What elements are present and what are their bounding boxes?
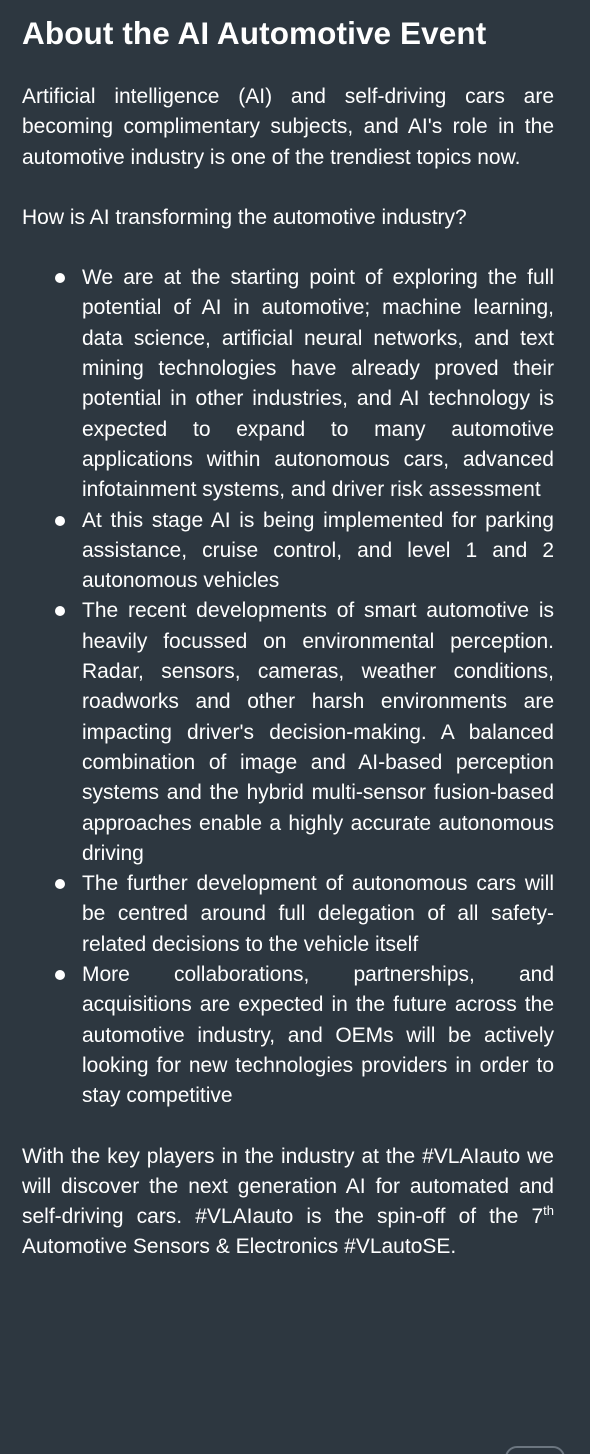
- bullet-dot-icon: [55, 970, 65, 980]
- list-item: [82, 596, 554, 869]
- question-paragraph: How is AI transforming the automotive industry?: [22, 205, 467, 229]
- closing-paragraph: [22, 1142, 554, 1263]
- bullet-dot-icon: [55, 606, 65, 616]
- bullet-dot-icon: [55, 879, 65, 889]
- bullet-dot-icon: [55, 273, 65, 283]
- bullet-list: [22, 263, 554, 1111]
- closing-ordinal-suffix: th: [543, 1203, 554, 1219]
- list-item-text: The recent developments of smart automotive is heavily focussed on environmental perception. Radar, sensors, cameras, weather conditions, roadworks and other harsh environments are impacting driver's decision-making. A balanced combination of image and AI-based perception systems and the hybrid multi-sensor fusion-based approaches enable a highly accurate autonomous driving: [82, 599, 554, 865]
- closing-text-start: With the key players in the industry at the #VLAIauto we will discover the next generation AI for automated and self-driving cars. #VLAIauto is the spin-off of the 7: [22, 1144, 554, 1229]
- closing-text-end: Automotive Sensors & Electronics #VLautoSE.: [22, 1235, 457, 1259]
- list-item: [82, 263, 554, 505]
- list-item-text: The further development of autonomous cars will be centred around full delegation of all safety-related decisions to the vehicle itself: [82, 872, 554, 956]
- list-item: [82, 506, 554, 597]
- bullet-dot-icon: [55, 516, 65, 526]
- list-item-text: More collaborations, partnerships, and acquisitions are expected in the future across the automotive industry, and OEMs will be actively looking for new technologies providers in order to stay competitive: [82, 963, 554, 1108]
- list-item: [82, 960, 554, 1111]
- list-item-text: We are at the starting point of exploring the full potential of AI in automotive; machine learning, data science, artificial neural networks, and text mining technologies have already proved their potential in other industries, and AI technology is expected to expand to many automotive applications within autonomous cars, advanced infotainment systems, and driver risk assessment: [82, 266, 554, 502]
- list-item-text: At this stage AI is being implemented for parking assistance, cruise control, and level 1 and 2 autonomous vehicles: [82, 508, 554, 593]
- page-title: About the AI Automotive Event: [22, 15, 487, 51]
- intro-paragraph: Artificial intelligence (AI) and self-driving cars are becoming complimentary subjects, and AI's role in the automotive industry is one of the trendiest topics now.: [22, 85, 554, 169]
- list-item: [82, 869, 554, 960]
- scroll-to-top-button[interactable]: [505, 1446, 565, 1454]
